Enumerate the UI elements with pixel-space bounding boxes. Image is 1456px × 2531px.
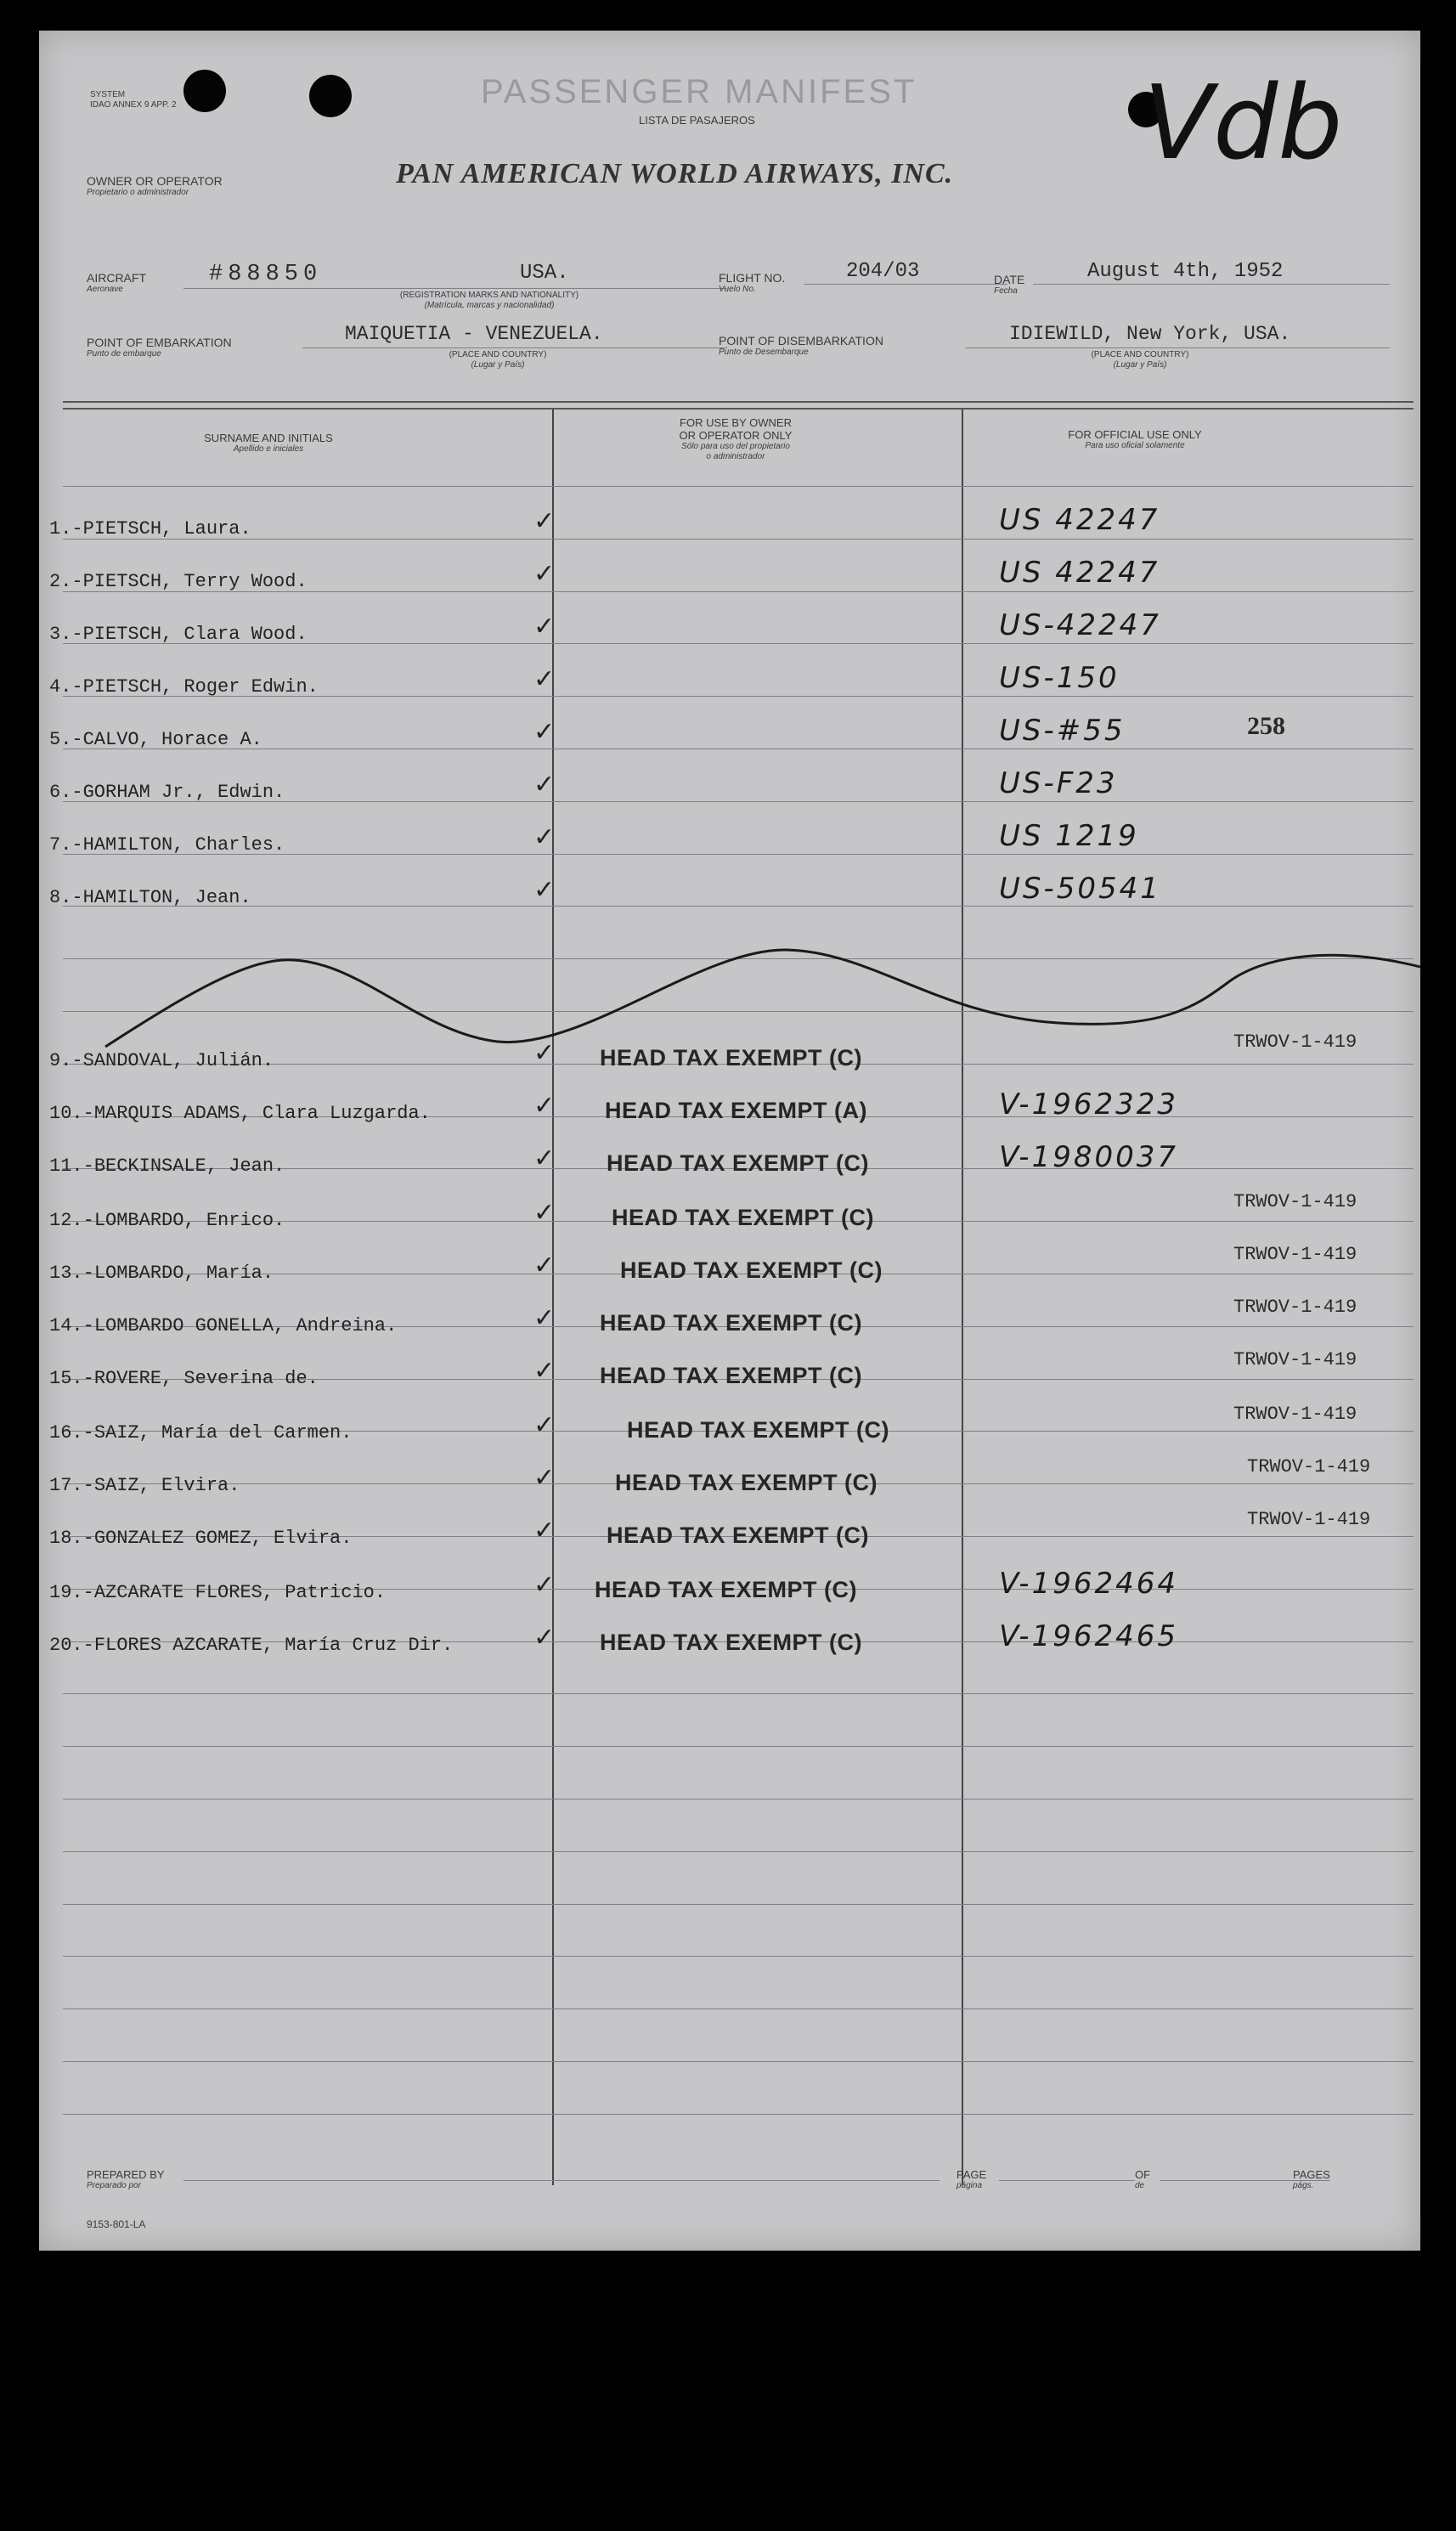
embark-label-block: POINT OF EMBARKATION Punto de embarque xyxy=(87,336,232,359)
row-rule xyxy=(63,1746,1414,1747)
row-rule xyxy=(63,2114,1414,2115)
official-number: US 1219 xyxy=(999,819,1139,853)
row-rule xyxy=(63,1851,1414,1852)
check-mark: ✓ xyxy=(533,875,556,905)
date-value: August 4th, 1952 xyxy=(1087,260,1284,283)
punch-hole xyxy=(183,70,226,112)
official-number: V-1980037 xyxy=(999,1140,1178,1174)
official-reference: TRWOV-1-419 xyxy=(1233,1404,1357,1425)
col-operator-header: FOR USE BY OWNER OR OPERATOR ONLY Sólo para uso del propietario o administrador xyxy=(679,416,793,461)
check-mark: ✓ xyxy=(533,1091,556,1121)
official-reference: TRWOV-1-419 xyxy=(1233,1244,1357,1265)
check-mark: ✓ xyxy=(533,1356,556,1386)
col-surname-header: SURNAME AND INITIALS Apellido e iniciales xyxy=(204,432,333,454)
passenger-name: 7.-HAMILTON, Charles. xyxy=(49,834,285,856)
official-number: US-50541 xyxy=(999,872,1161,906)
check-mark: ✓ xyxy=(533,717,556,747)
check-mark: ✓ xyxy=(533,1410,556,1440)
nationality-value: USA. xyxy=(520,262,569,285)
cancellation-wave xyxy=(39,914,1420,1059)
system-note: SYSTEM IDAO ANNEX 9 APP. 2 xyxy=(90,90,177,110)
official-number: US 42247 xyxy=(999,556,1160,590)
col-official-header: FOR OFFICIAL USE ONLY Para uso oficial solamente xyxy=(1068,428,1202,450)
row-rule xyxy=(63,2008,1414,2009)
official-number: V-1962465 xyxy=(999,1619,1178,1653)
official-number: US 42247 xyxy=(999,503,1160,537)
page-title-es: LISTA DE PASAJEROS xyxy=(639,114,755,127)
head-tax-stamp: HEAD TAX EXEMPT (C) xyxy=(620,1257,883,1283)
aircraft-label-block: AIRCRAFT Aeronave xyxy=(87,271,146,294)
head-tax-stamp: HEAD TAX EXEMPT (C) xyxy=(607,1523,870,1548)
check-mark: ✓ xyxy=(533,1251,556,1280)
official-extra-number: 258 xyxy=(1247,712,1285,740)
check-mark: ✓ xyxy=(533,1038,556,1068)
date-label-block: DATE Fecha xyxy=(994,273,1025,296)
aircraft-value: #88850 xyxy=(209,262,323,287)
passenger-name: 10.-MARQUIS ADAMS, Clara Luzgarda. xyxy=(49,1103,431,1124)
head-tax-stamp: HEAD TAX EXEMPT (C) xyxy=(595,1577,858,1602)
flight-value: 204/03 xyxy=(846,260,920,283)
passenger-name: 2.-PIETSCH, Terry Wood. xyxy=(49,571,308,592)
check-mark: ✓ xyxy=(533,664,556,694)
of-label: OF de xyxy=(1135,2168,1151,2190)
row-rule xyxy=(63,906,1414,907)
official-number: V-1962464 xyxy=(999,1567,1178,1601)
disembark-value: IDIEWILD, New York, USA. xyxy=(1009,323,1291,345)
check-mark: ✓ xyxy=(533,822,556,852)
row-rule xyxy=(63,539,1414,540)
passenger-name: 15.-ROVERE, Severina de. xyxy=(49,1368,319,1389)
passenger-name: 6.-GORHAM Jr., Edwin. xyxy=(49,782,285,803)
official-reference: TRWOV-1-419 xyxy=(1247,1456,1371,1477)
check-mark: ✓ xyxy=(533,770,556,799)
check-mark: ✓ xyxy=(533,1623,556,1652)
check-mark: ✓ xyxy=(533,506,556,536)
official-number: US-#55 xyxy=(999,714,1126,748)
official-number: US-150 xyxy=(999,661,1120,695)
row-rule xyxy=(63,1693,1414,1694)
head-tax-stamp: HEAD TAX EXEMPT (C) xyxy=(612,1205,875,1230)
head-tax-stamp: HEAD TAX EXEMPT (C) xyxy=(600,1363,863,1388)
official-reference: TRWOV-1-419 xyxy=(1247,1509,1371,1530)
head-tax-stamp: HEAD TAX EXEMPT (C) xyxy=(600,1310,863,1336)
embark-place-caption: (PLACE AND COUNTRY) (Lugar y País) xyxy=(449,350,547,370)
passenger-name: 14.-LOMBARDO GONELLA, Andreina. xyxy=(49,1315,398,1336)
official-reference: TRWOV-1-419 xyxy=(1233,1349,1357,1370)
head-tax-stamp: HEAD TAX EXEMPT (C) xyxy=(615,1470,878,1495)
passenger-name: 5.-CALVO, Horace A. xyxy=(49,729,262,750)
page-label: PAGE página xyxy=(957,2168,987,2190)
operator-name: PAN AMERICAN WORLD AIRWAYS, INC. xyxy=(396,158,954,189)
row-rule xyxy=(63,1956,1414,1957)
head-tax-stamp: HEAD TAX EXEMPT (C) xyxy=(607,1150,870,1176)
check-mark: ✓ xyxy=(533,1570,556,1600)
check-mark: ✓ xyxy=(533,1144,556,1173)
head-tax-stamp: HEAD TAX EXEMPT (C) xyxy=(600,1630,863,1655)
row-rule xyxy=(63,2061,1414,2062)
passenger-name: 9.-SANDOVAL, Julián. xyxy=(49,1050,274,1071)
corner-handwriting: Vdb xyxy=(1143,65,1343,183)
punch-hole xyxy=(309,75,352,117)
passenger-name: 12.-LOMBARDO, Enrico. xyxy=(49,1210,285,1231)
embark-value: MAIQUETIA - VENEZUELA. xyxy=(345,323,603,345)
official-reference: TRWOV-1-419 xyxy=(1233,1191,1357,1212)
disembark-label-block: POINT OF DISEMBARKATION Punto de Desembarque xyxy=(719,334,883,357)
passenger-name: 11.-BECKINSALE, Jean. xyxy=(49,1155,285,1177)
pages-label: PAGES págs. xyxy=(1293,2168,1330,2190)
passenger-name: 4.-PIETSCH, Roger Edwin. xyxy=(49,676,319,698)
check-mark: ✓ xyxy=(533,1303,556,1333)
disembark-place-caption: (PLACE AND COUNTRY) (Lugar y País) xyxy=(1091,350,1189,370)
passenger-name: 19.-AZCARATE FLORES, Patricio. xyxy=(49,1582,387,1603)
official-number: US-F23 xyxy=(999,766,1118,800)
row-rule xyxy=(63,1904,1414,1905)
row-rule xyxy=(63,486,1414,487)
passenger-name: 8.-HAMILTON, Jean. xyxy=(49,887,251,908)
check-mark: ✓ xyxy=(533,1463,556,1493)
page-title: PASSENGER MANIFEST xyxy=(481,73,917,110)
head-tax-stamp: HEAD TAX EXEMPT (C) xyxy=(627,1417,890,1443)
check-mark: ✓ xyxy=(533,1516,556,1545)
passenger-name: 13.-LOMBARDO, María. xyxy=(49,1263,274,1284)
flight-label-block: FLIGHT NO. Vuelo No. xyxy=(719,271,786,294)
official-number: V-1962323 xyxy=(999,1088,1178,1121)
manifest-sheet xyxy=(39,31,1420,2251)
form-number: 9153-801-LA xyxy=(87,2218,146,2230)
check-mark: ✓ xyxy=(533,1198,556,1228)
passenger-name: 16.-SAIZ, María del Carmen. xyxy=(49,1422,353,1443)
passenger-name: 3.-PIETSCH, Clara Wood. xyxy=(49,624,308,645)
official-number: US-42247 xyxy=(999,608,1161,642)
prepared-by-label: PREPARED BY Preparado por xyxy=(87,2168,165,2190)
head-tax-stamp: HEAD TAX EXEMPT (A) xyxy=(605,1098,868,1123)
official-reference: TRWOV-1-419 xyxy=(1233,1031,1357,1053)
operator-label-block: OWNER OR OPERATOR Propietario o administrador xyxy=(87,174,223,197)
head-tax-stamp: HEAD TAX EXEMPT (C) xyxy=(600,1045,863,1071)
check-mark: ✓ xyxy=(533,559,556,589)
passenger-name: 1.-PIETSCH, Laura. xyxy=(49,518,251,540)
check-mark: ✓ xyxy=(533,612,556,641)
passenger-name: 18.-GONZALEZ GOMEZ, Elvira. xyxy=(49,1528,353,1549)
passenger-name: 20.-FLORES AZCARATE, María Cruz Dir. xyxy=(49,1635,454,1656)
passenger-name: 17.-SAIZ, Elvira. xyxy=(49,1475,240,1496)
registration-caption: (REGISTRATION MARKS AND NATIONALITY) (Matrícula, marcas y nacionalidad) xyxy=(399,291,579,310)
official-reference: TRWOV-1-419 xyxy=(1233,1297,1357,1318)
